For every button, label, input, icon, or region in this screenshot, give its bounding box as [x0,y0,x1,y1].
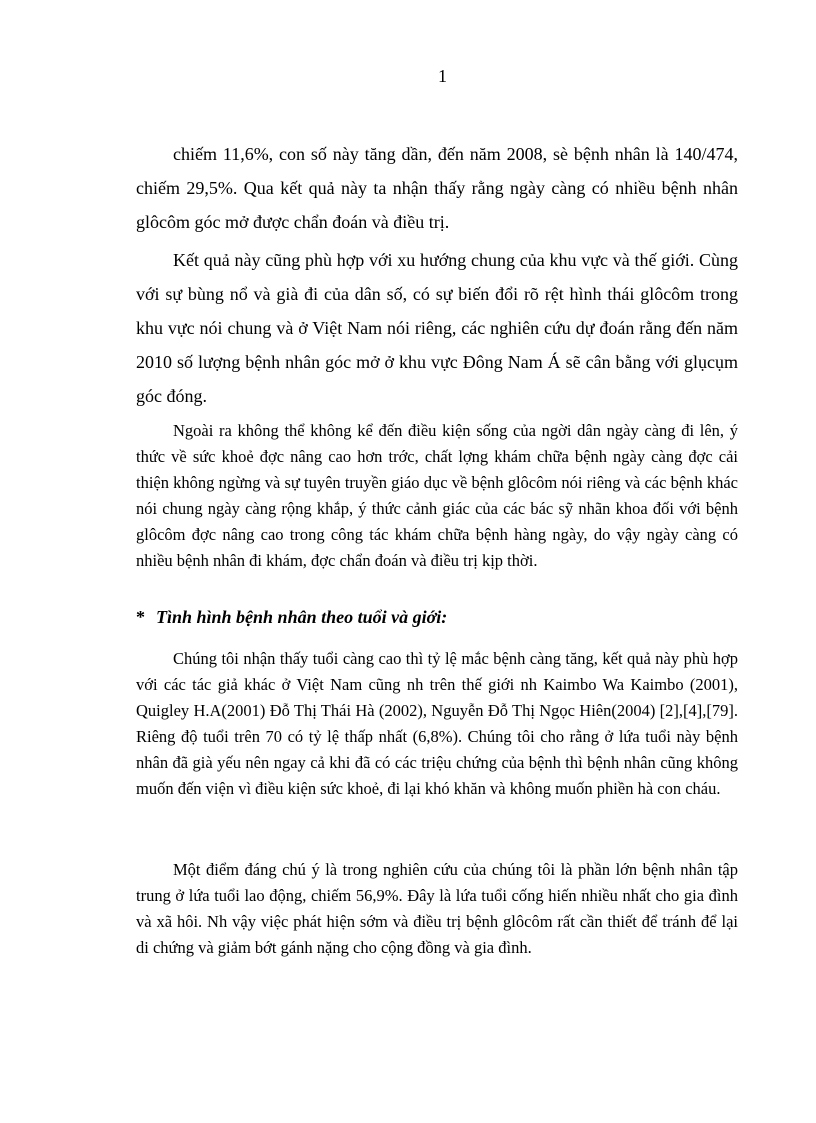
section-heading [136,605,738,629]
page-number: 1 [438,66,447,86]
document-body [136,0,738,1123]
paragraph-4: Chúng tôi nhận thấy tuổi càng cao thì tỷ lệ mắc bệnh càng tăng, kết quả này phù hợp với các tác giả khác ở Việt Nam cũng nh trên thế giới nh Kaimbo Wa Kaimbo (2001), Quigley H.A(2001) Đỗ Thị Thái Hà (2002), Nguyễn Đỗ Thị Ngọc Hiên(2004) [2],[4],[79]. Riêng độ tuổi trên 70 có tỷ lệ thấp nhất (6,8%). Chúng tôi cho rằng ở lứa tuổi này bệnh nhân đã già yếu nên ngay cả khi đã có các triệu chứng của bệnh thì bệnh nhân cũng không muốn đến viện vì điều kiện sức khoẻ, đi lại khó khăn và không muốn phiền hà con cháu. [136,649,738,798]
paragraph-5: Một điểm đáng chú ý là trong nghiên cứu của chúng tôi là phần lớn bệnh nhân tập trung ở lứa tuổi lao động, chiếm 56,9%. Đây là lứa tuổi cống hiến nhiều nhất cho gia đình và xã hôi. Nh vậy việc phát hiện sớm và điều trị bệnh glôcôm rất cần thiết để tránh để lại di chứng và giảm bớt gánh nặng cho cộng đồng và gia đình. [136,860,738,957]
paragraph-3: Ngoài ra không thể không kể đến điều kiện sống của ngời dân ngày càng đi lên, ý thức về sức khoẻ đợc nâng cao hơn trớc, chất lợng khám chữa bệnh ngày càng đợc cải thiện không ngừng và sự tuyên truyền giáo dục về bệnh glôcôm nói riêng và các bệnh khác nói chung ngày càng rộng khắp, ý thức cảnh giác của các bác sỹ nhãn khoa đối với bệnh glôcôm đợc nâng cao trong công tác khám chữa bệnh hàng ngày, do vậy ngày càng có nhiều bệnh nhân đi khám, đợc chẩn đoán và điều trị kịp thời. [136,421,738,570]
paragraph-1: chiếm 11,6%, con số này tăng dần, đến năm 2008, sè bệnh nhân là 140/474, chiếm 29,5%. Qua kết quả này ta nhận thấy rằng ngày càng có nhiều bệnh nhân glôcôm góc mở được chẩn đoán và điều trị. [136,144,738,232]
paragraph-2: Kết quả này cũng phù hợp với xu hướng chung của khu vực và thế giới. Cùng với sự bùng nổ và già đi của dân số, có sự biến đổi rõ rệt hình thái glôcôm trong khu vực nói chung và ở Việt Nam nói riêng, các nghiên cứu dự đoán rằng đến năm 2010 số lượng bệnh nhân góc mở ở khu vực Đông Nam Á sẽ cân bằng với glụcụm góc đóng. [136,250,738,406]
bullet-marker: * [136,607,145,627]
section-heading-text: Tình hình bệnh nhân theo tuổi và giới: [156,607,448,627]
